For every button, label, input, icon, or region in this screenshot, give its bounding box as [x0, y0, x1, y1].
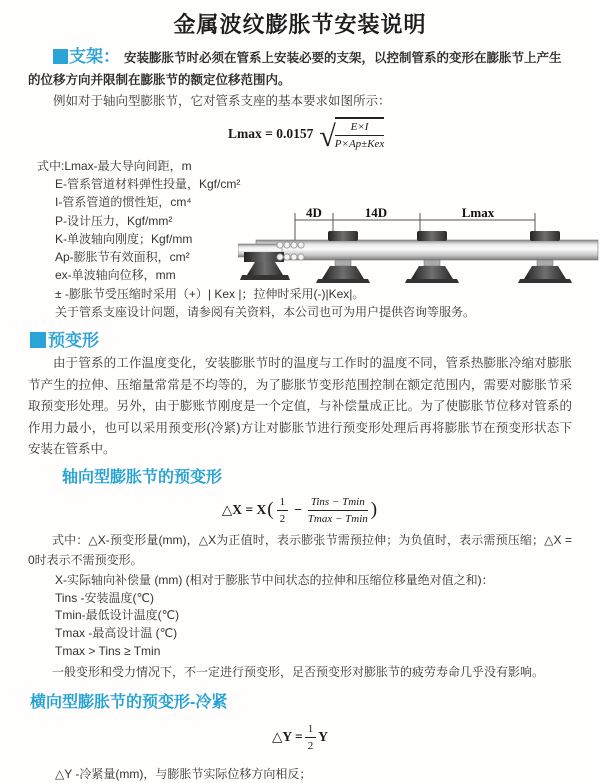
close-paren: ) [370, 499, 378, 521]
support-example-line: 例如对于轴向型膨胀节，它对管系支座的基本要求如图所示： [53, 94, 391, 108]
support-section-intro [28, 46, 572, 91]
axial-definitions [55, 572, 600, 661]
formula-delta-x [222, 495, 378, 526]
lateral-subheading: 横向型膨胀节的预变形-冷紧 [30, 693, 228, 711]
minus-sign: − [294, 502, 302, 518]
variable-line: I-管系管道的惯性矩，cm⁴ [55, 195, 192, 210]
x-definition-line: X-实际轴向补偿量 (mm) (相对于膨胀节中间状态的拉伸和压缩位移量绝对值之和)： [55, 572, 494, 587]
variable-line: ± -膨胀节受压缩时采用（+）| Kex |；拉伸时采用(-)|Kex|。 [55, 286, 365, 301]
preform-heading-text: 预变形 [48, 331, 99, 351]
pipe-support-diagram [238, 205, 600, 297]
formula-lmax-fraction [335, 117, 385, 151]
variable-line: ex-单波轴向位移，mm [55, 268, 176, 283]
variable-line: K-单波轴向刚度；Kgf/mm [55, 231, 193, 246]
half-numerator: 1 [277, 495, 289, 511]
formula-delta-x-lhs: △X = X [221, 502, 267, 518]
section-heading-support: 支架： [69, 47, 120, 66]
section-bullet-square-icon [53, 49, 68, 64]
half-denominator: 2 [307, 739, 314, 752]
one-half-fraction [277, 495, 289, 526]
axial-where-paragraph: 式中：△X-预变形量(mm)，△X为正值时，表示膨张节需预拉伸；为负值时，表示需预压缩；△X = 0时表示不需预变形。 [28, 532, 572, 567]
dimension-label-lmax: Lmax [461, 205, 495, 220]
temperature-fraction [308, 495, 368, 526]
section-heading-preform [30, 331, 600, 351]
variable-line: P-设计压力，Kgf/mm² [55, 213, 173, 228]
dimension-label-4d: 4D [306, 205, 322, 220]
variable-line: Ap-膨胀节有效面积，cm² [55, 250, 190, 265]
formula-delta-y-rhs: Y [318, 729, 328, 745]
formula-lmax [228, 117, 386, 151]
variable-line: E-管系管道材料弹性投量，Kgf/cm² [55, 177, 241, 191]
open-paren: ( [267, 499, 274, 521]
lateral-note: △Y -冷紧量(mm)，与膨胀节实际位移方向相反； [55, 766, 312, 781]
pipe [256, 240, 598, 260]
support-note-line: 关于管系支座设计问题，请参阅有关资料，本公司也可为用户提供咨询等服务。 [55, 305, 476, 320]
where-label: 式中:Lmax-最大导向间距，m [37, 159, 192, 173]
half-denominator: 2 [279, 512, 286, 525]
document-page [0, 12, 600, 781]
axial-note: 一般变形和受力情况下，不一定进行预变形，足否预变形对膨胀节的疲劳寿命几乎没有影响。 [52, 664, 545, 679]
axial-subheading: 轴向型膨胀节的预变形 [62, 468, 223, 486]
temp-line: Tins -安装温度(℃) [55, 590, 155, 605]
page-title: 金属波纹膨胀节安装说明 [173, 12, 427, 37]
support-intro-text: 安装膨胀节时必须在管系上安装必要的支架，以控制管系的变形在膨胀节上产生的位移方向并限制在膨胀节的额定位移范围内。 [28, 51, 562, 87]
temp-line: Tmax > Tins ≥ Tmin [55, 644, 161, 659]
temp-line: Tmax -最高设计温 (℃) [55, 626, 178, 641]
temperature-numerator: Tins − Tmin [308, 495, 368, 511]
temp-line: Tmin-最低设计温度(℃) [55, 608, 180, 623]
half-numerator: 1 [305, 722, 317, 738]
formula-lmax-lhs: Lmax = 0.0157 [228, 126, 314, 141]
preform-paragraph: 由于管系的工作温度变化，安装膨胀节时的温度与工作时的温度不同，管系热膨胀冷缩对膨胀节产生的拉伸、压缩量常常是不均等的，为了膨胀节变形范围控制在额定范围内，需要对膨胀节采取预变形处理。另外，由于膨账节刚度是一个定值，与补偿量成正比。为了使膨胀节位移对管系的作用力最小，也可以采用预变形(冷紧)方让对膨胀节进行预变形处理后再将膨胀节在预变形状态下安装在管系中。 [28, 356, 572, 457]
formula-lmax-numerator: E×I [335, 120, 385, 136]
formula-delta-y-lhs: △Y = [272, 729, 303, 745]
dimension-label-14d: 14D [364, 205, 388, 220]
formula-delta-y [272, 722, 328, 753]
formula-lmax-denominator: P×Ap±Kex [334, 138, 385, 150]
temperature-denominator: Tmax − Tmin [307, 512, 368, 525]
radical-sign: √ [319, 120, 336, 153]
one-half-fraction [305, 722, 317, 753]
section-bullet-square-icon [30, 332, 46, 348]
